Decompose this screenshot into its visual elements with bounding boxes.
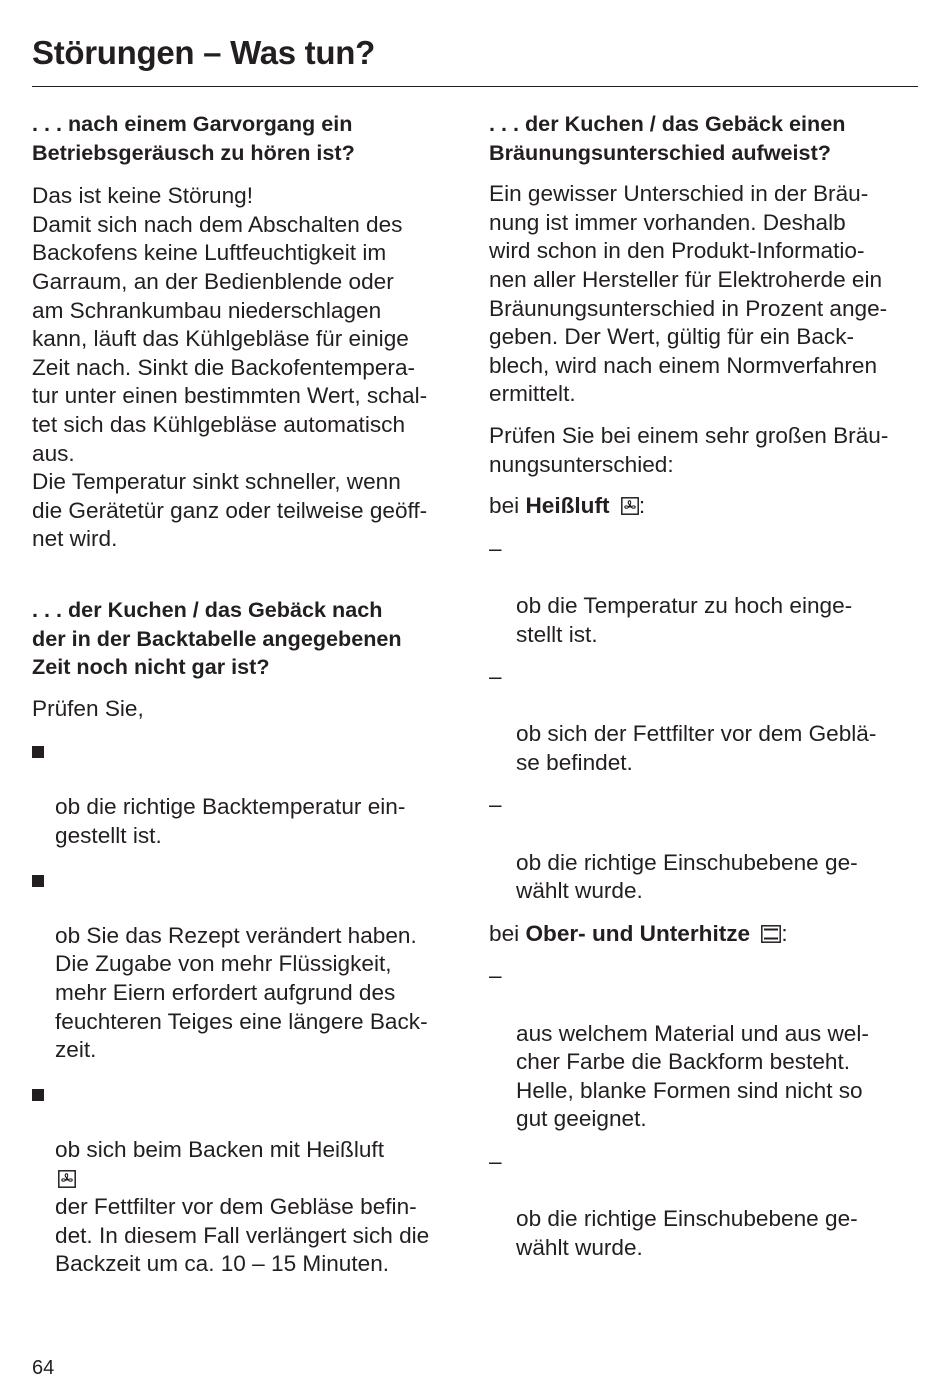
list-item-text: ob sich der Fettfilter vor dem Geblä- se befindet. <box>516 721 877 775</box>
list-item-text: ob die richtige Einschubebene ge- wählt wurde. <box>516 1206 858 1260</box>
fan-mode-icon <box>58 1170 76 1188</box>
section-body-operating-noise: Das ist keine Störung! Damit sich nach dem Abschalten des Backofens keine Luftfeuchtigkeit im Garraum, an der Bedienblende oder am Schrankumbau niederschlagen kann, läuft das Kühlgebläse für einige Zeit nach. Sinkt die Backofentempera- tur unter einen bestimmten Wert, schal- tet sich das Kühlgebläse automatisch aus. Die Temperatur sinkt schneller, wenn die Gerätetür ganz oder teilweise geöff- net wird. <box>32 183 428 552</box>
check-list-fan <box>489 535 921 906</box>
list-item <box>32 1079 464 1308</box>
check-list-not-baked <box>32 736 464 1307</box>
mode-suffix: : <box>638 493 646 519</box>
list-item-text: ob die richtige Backtemperatur ein- gestellt ist. <box>55 794 406 849</box>
section-heading-browning-difference: . . . der Kuchen / das Gebäck einen Bräunungsunterschied aufweist? <box>489 111 846 165</box>
dash-marker: – <box>489 535 502 561</box>
mode-heading-top-bottom-heat <box>489 920 921 949</box>
section-heading-not-baked: . . . der Kuchen / das Gebäck nach der in der Backtabelle angegebenen Zeit noch nicht gar ist? <box>32 596 402 680</box>
check-list-top-bottom-heat <box>489 962 921 1262</box>
top-bottom-heat-icon <box>761 925 781 943</box>
list-item-text: ob die richtige Einschubebene ge- wählt wurde. <box>516 849 858 904</box>
mode-name-top-bottom-heat: Ober- und Unterhitze <box>525 920 751 946</box>
mode-name-fan: Heißluft <box>525 493 610 519</box>
dash-marker: – <box>489 1149 502 1174</box>
title-divider <box>32 86 918 87</box>
page-number: 64 <box>32 1357 55 1379</box>
list-item <box>489 663 921 777</box>
list-item <box>489 1148 921 1262</box>
square-bullet-icon <box>32 1089 44 1101</box>
list-item-text: ob die Temperatur zu hoch einge- stellt ist. <box>516 592 853 647</box>
list-item-text: aus welchem Material und aus wel- cher Farbe die Backform besteht. Helle, blanke Formen sind nicht so gut geeignet. <box>516 1020 869 1132</box>
section-heading-operating-noise: . . . nach einem Garvorgang ein Betriebsgeräusch zu hören ist? <box>32 111 355 165</box>
dash-marker: – <box>489 963 502 989</box>
square-bullet-icon <box>32 746 44 758</box>
dash-marker: – <box>489 792 502 818</box>
list-item <box>489 535 921 649</box>
mode-prefix: bei <box>489 493 520 519</box>
list-item-text-continued: der Fettfilter vor dem Gebläse befin- det. In diesem Fall verlängert sich die Backzeit um ca. 10 – 15 Minuten. <box>55 1194 430 1277</box>
mode-prefix: bei <box>489 920 520 946</box>
mode-suffix: : <box>781 920 788 946</box>
list-item <box>32 736 464 850</box>
fan-mode-icon <box>621 497 639 515</box>
right-column <box>489 110 921 1276</box>
list-item-text: ob sich beim Backen mit Heißluft <box>55 1137 384 1162</box>
list-item-text: ob Sie das Rezept verändert haben. Die Zugabe von mehr Flüssigkeit, mehr Eiern erfordert aufgrund des feuchteren Teiges eine längere Back- zeit. <box>55 922 428 1063</box>
square-bullet-icon <box>32 875 44 887</box>
section-body-browning-difference: Ein gewisser Unterschied in der Bräu- nung ist immer vorhanden. Deshalb wird schon in den Produkt-Informatio- nen aller Hersteller für Elektroherde ein Bräunungsunterschied in Prozent ange- geben. Der Wert, gültig für ein Back- blech, wird nach einem Normverfahren ermittelt. <box>489 181 888 407</box>
list-item <box>489 791 921 905</box>
list-item <box>489 962 921 1134</box>
section-body-check-intro: Prüfen Sie bei einem sehr großen Bräu- nungsunterschied: <box>489 422 889 477</box>
left-column <box>32 110 464 1322</box>
list-item <box>32 865 464 1065</box>
dash-marker: – <box>489 664 502 690</box>
mode-heading-fan <box>489 492 921 521</box>
page-title: Störungen – Was tun? <box>32 34 375 71</box>
section-intro-not-baked: Prüfen Sie, <box>32 695 144 721</box>
section-spacer <box>32 567 464 596</box>
